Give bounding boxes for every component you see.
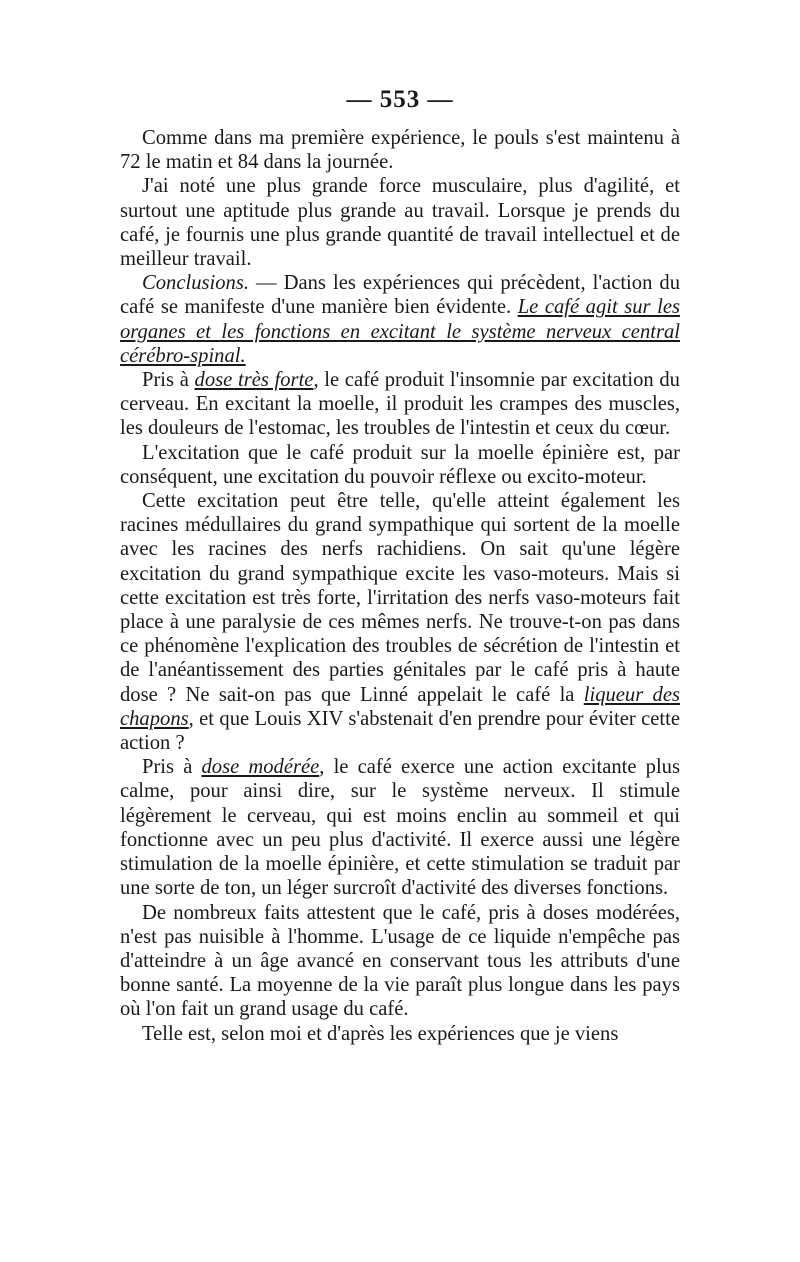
paragraph-p7-segment: dose modérée <box>201 756 320 779</box>
paragraph-p9-segment: Telle est, selon moi et d'après les expériences que je viens <box>142 1022 619 1045</box>
paragraph-p7-segment: Pris à <box>142 756 202 779</box>
paragraph-p4-segment: dose très forte <box>194 369 314 392</box>
paragraph-p5 <box>120 441 680 489</box>
paragraph-p4-segment: Pris à <box>142 369 195 392</box>
paragraph-p2 <box>120 174 680 271</box>
paragraph-p1-segment: Comme dans ma première expérience, le pouls s'est maintenu à 72 le matin et 84 dans la journée. <box>120 127 680 174</box>
paragraph-p3-segment: Conclusions. <box>142 272 249 295</box>
paragraph-p7 <box>120 755 680 900</box>
paragraph-p5-segment: L'excitation que le café produit sur la moelle épinière est, par conséquent, une excitation du pouvoir réflexe ou excito-moteur. <box>120 441 680 488</box>
paragraph-p2-segment: J'ai noté une plus grande force musculaire, plus d'agilité, et surtout une aptitude plus grande au travail. Lorsque je prends du café, je fournis une plus grande quantité de travail intellectuel et de meilleur travail. <box>120 175 680 271</box>
page-number: — 553 — <box>346 86 454 113</box>
paragraph-p7-segment: , le café exerce une action excitante plus calme, pour ainsi dire, sur le système nerveux. Il stimule légèrement le cerveau, qui est moins enclin au sommeil et qui fonctionne avec un peu plus d'activité. Il exerce aussi une légère stimulation de la moelle épinière, et cette stimulation se traduit par une sorte de ton, un léger surcroît d'activité des diverses fonctions. <box>120 756 680 900</box>
paragraph-p8 <box>120 901 680 1022</box>
paragraph-p6-segment: Cette excitation peut être telle, qu'elle atteint également les racines médullaires du grand sympathique qui sortent de la moelle avec les racines des nerfs rachidiens. On sait qu'une légère excitation du grand sympathique excite les vaso-moteurs. Mais si cette excitation est très forte, l'irritation des nerfs vaso-moteurs fait place à une paralysie de ces mêmes nerfs. Ne trouve-t-on pas dans ce phénomène l'explication des troubles de sécrétion de l'intestin et de l'anéantissement des parties génitales par le café pris à haute dose ? Ne sait-on pas que Linné appelait le café la <box>120 490 680 706</box>
paragraph-p6-segment: , et que Louis XIV s'abstenait d'en prendre pour éviter cette action ? <box>120 707 680 755</box>
paragraph-p3 <box>120 271 680 368</box>
book-page <box>120 82 680 1046</box>
paragraph-p6 <box>120 489 680 755</box>
body-text <box>120 126 680 1046</box>
paragraph-p1 <box>120 126 680 174</box>
paragraph-p6-segment: liqueur des chapons <box>120 683 680 730</box>
paragraph-p3-segment: — Dans les expériences qui précèdent, l'action du café se manifeste d'une manière bien évidente. <box>120 272 680 319</box>
paragraph-p4 <box>120 368 680 441</box>
paragraph-p9 <box>120 1022 680 1046</box>
paragraph-p8-segment: De nombreux faits attestent que le café, pris à doses modérées, n'est pas nuisible à l'homme. L'usage de ce liquide n'empêche pas d'atteindre à un âge avancé en conservant tous les attributs d'une bonne santé. La moyenne de la vie paraît plus longue dans les pays où l'on fait un grand usage du café. <box>120 901 680 1021</box>
paragraph-p3-segment: Le café agit sur les organes et les fonctions en excitant le système nerveux central cérébro-spinal. <box>120 296 680 367</box>
paragraph-p4-segment: , le café produit l'insomnie par excitation du cerveau. En excitant la moelle, il produit les crampes des muscles, les douleurs de l'estomac, les troubles de l'intestin et ceux du cœur. <box>120 369 680 440</box>
